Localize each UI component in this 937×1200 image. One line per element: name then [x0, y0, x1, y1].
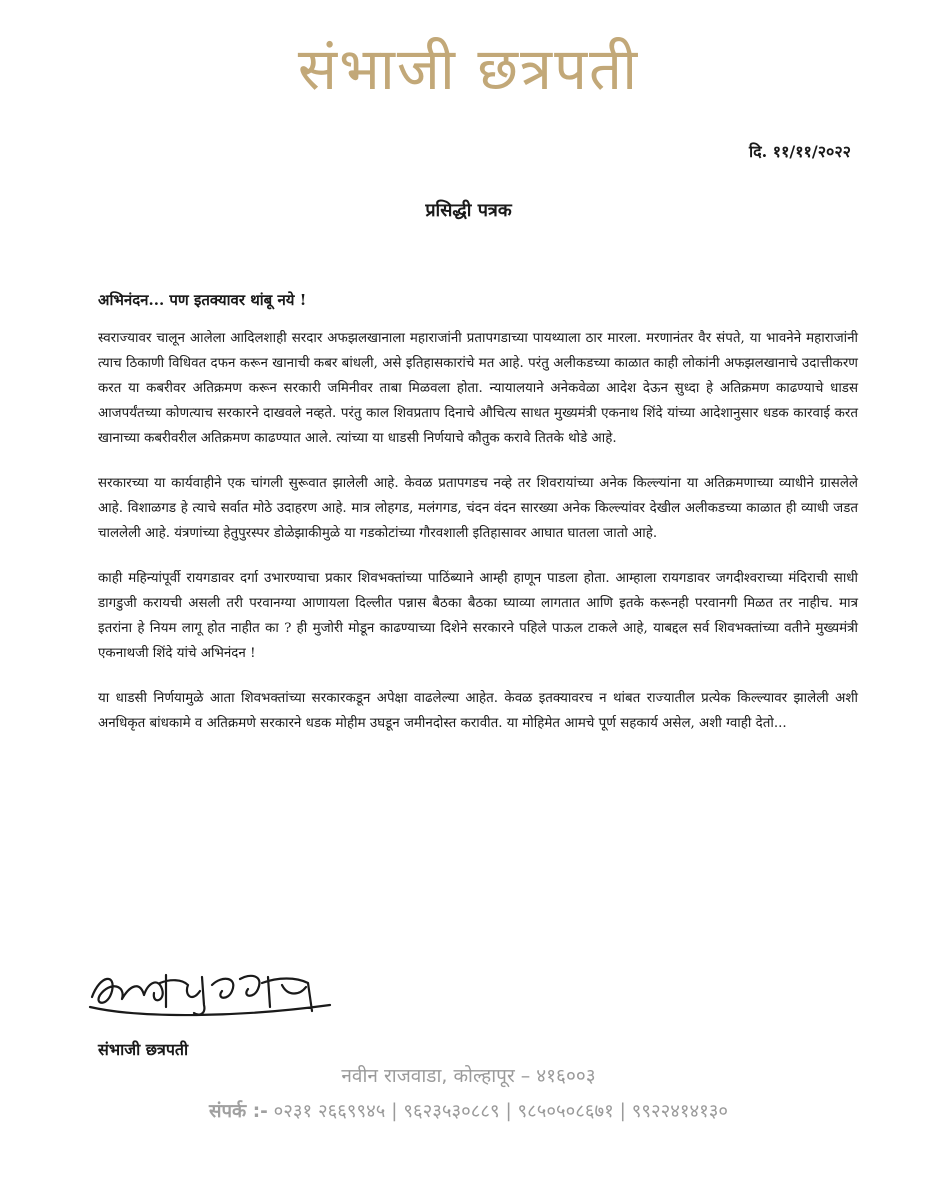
paragraph-1: स्वराज्यावर चालून आलेला आदिलशाही सरदार अफझलखानाला महाराजांनी प्रतापगडाच्या पायथ्याला ठार मारला. मरणानंतर वैर संपते, या भावनेने महाराजांनी त्याच ठिकाणी विधिवत दफन करून खानाची कबर बांधली, असे इतिहासकारांचे मत आहे. परंतु अलीकडच्या काळात काही लोकांनी अफझलखानाचे उदात्तीकरण करत या कबरीवर अतिक्रमण करून सरकारी जमिनीवर ताबा मिळवला होता. न्यायालयाने अनेकवेळा आदेश देऊन सुध्दा हे अतिक्रमण काढण्याचे धाडस आजपर्यंतच्या कोणत्याच सरकारने दाखवले नव्हते. परंतु काल शिवप्रताप दिनाचे औचित्य साधत मुख्यमंत्री एकनाथ शिंदे यांच्या आदेशानुसार धडक कारवाई करत खानाच्या कबरीवरील अतिक्रमण काढण्यात आले. त्यांच्या या धाडसी निर्णयाचे कौतुक करावे तितके थोडे आहे. — [98, 331, 858, 446]
handwritten-signature — [82, 955, 342, 1035]
footer-contact — [0, 1098, 937, 1123]
contact-numbers: ०२३१ २६६९९४५ | ९६२३५३०८८९ | ९८५०५०८६७१ | ९९२२४१४१३० — [273, 1101, 728, 1122]
paragraph-4: या धाडसी निर्णयामुळे आता शिवभक्तांच्या सरकारकडून अपेक्षा वाढलेल्या आहेत. केवळ इतक्यावरच न थांबत राज्यातील प्रत्येक किल्ल्यावर झालेली अशी अनधिकृत बांधकामे व अतिक्रमणे सरकारने धडक मोहीम उघडून जमीनदोस्त करावीत. या मोहिमेत आमचे पूर्ण सहकार्य असेल, अशी ग्वाही देतो... — [98, 691, 858, 731]
document-title: प्रसिद्धी पत्रक — [425, 200, 512, 221]
letterhead-title: संभाजी छत्रपती — [297, 35, 640, 103]
paragraph-2: सरकारच्या या कार्यवाहीने एक चांगली सुरूवात झालेली आहे. केवळ प्रतापगडच नव्हे तर शिवरायांच्या अनेक किल्ल्यांना या अतिक्रमणाच्या व्याधीने ग्रासलेले आहे. विशाळगड हे त्याचे सर्वात मोठे उदाहरण आहे. मात्र लोहगड, मलंगगड, चंदन वंदन सारख्या अनेक किल्ल्यांवर देखील अलीकडच्या काळात ही व्याधी जडत चाललेली आहे. यंत्रणांच्या हेतुपुरस्पर डोळेझाकीमुळे या गडकोटांच्या गौरवशाली इतिहासावर आघात घातला जातो आहे. — [98, 476, 858, 541]
paragraph-3: काही महिन्यांपूर्वी रायगडावर दर्गा उभारण्याचा प्रकार शिवभक्तांच्या पाठिंब्याने आम्ही हाणून पाडला होता. आम्हाला रायगडावर जगदीश्वराच्या मंदिराची साधी डागडुजी करायची असली तरी परवानग्या आणायला दिल्लीत पन्नास बैठका बैठका घ्याव्या लागतात आणि इतके करूनही परवानगी मिळत तर नाहीच. मात्र इतरांना हे नियम लागू होत नाहीत का ? ही मुजोरी मोडून काढण्याच्या दिशेने सरकारने पहिले पाऊल टाकले आहे, याबद्दल सर्व शिवभक्तांच्या वतीने मुख्यमंत्री एकनाथजी शिंदे यांचे अभिनंदन ! — [98, 571, 858, 661]
document-date: दि. ११/११/२०२२ — [748, 142, 851, 161]
letter-heading: अभिनंदन... पण इतक्यावर थांबू नये ! — [98, 291, 307, 309]
contact-label: संपर्क :- — [209, 1101, 268, 1122]
letter-body — [98, 290, 858, 756]
signer-printed-name: संभाजी छत्रपती — [98, 1040, 189, 1059]
footer-address: नवीन राजवाडा, कोल्हापूर – ४१६००३ — [341, 1065, 596, 1087]
